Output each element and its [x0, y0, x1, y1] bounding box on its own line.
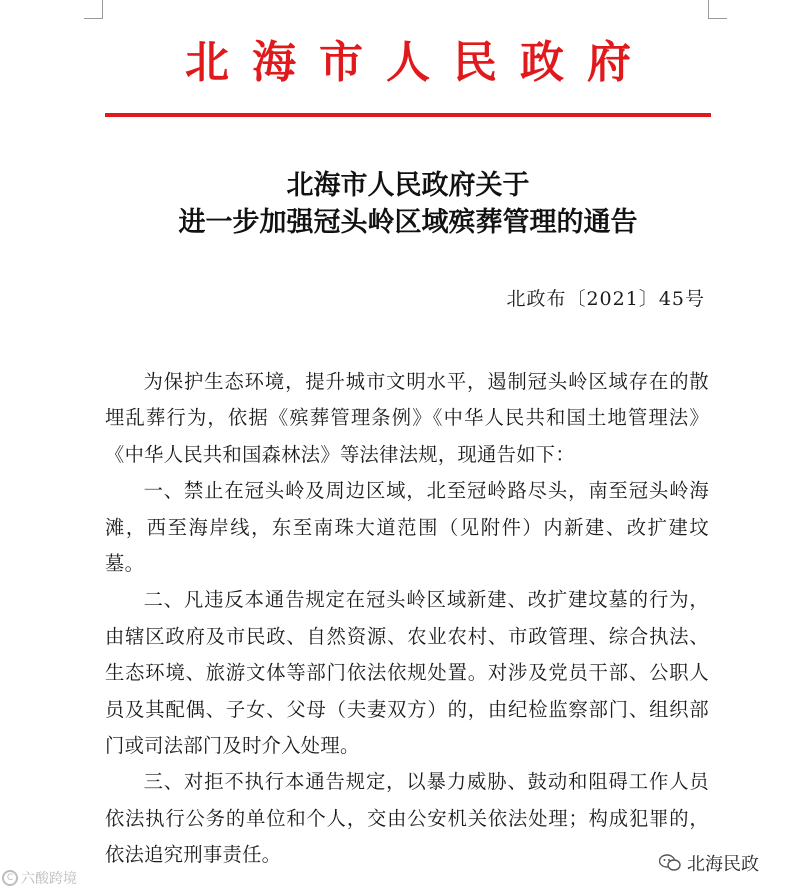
paragraph-intro: 为保护生态环境，提升城市文明水平，遏制冠头岭区域存在的散埋乱葬行为，依据《殡葬管理条例》《中华人民共和国土地管理法》《中华人民共和国森林法》等法律法规，现通告如下：: [105, 370, 709, 466]
document-number: 北政布〔2021〕45号: [506, 288, 705, 310]
document-body: [105, 364, 709, 874]
document-title-line-2: 进一步加强冠头岭区域殡葬管理的通告: [178, 207, 638, 238]
wechat-icon: [659, 854, 681, 872]
watermark-right: [655, 848, 763, 878]
paragraph-item-3: 三、对拒不执行本通告规定，以暴力威胁、鼓动和阻碍工作人员依法执行公务的单位和个人，交由公安机关依法处理；构成犯罪的，依法追究刑事责任。: [105, 770, 709, 867]
watermark-right-text: 北海民政: [687, 854, 759, 875]
document-header-title: 北海市人民政府: [185, 37, 654, 88]
crop-mark-top-right: [708, 0, 727, 19]
watermark-logo-icon: C: [2, 870, 18, 886]
paragraph-item-1: 一、禁止在冠头岭及周边区域，北至冠岭路尽头，南至冠头岭海滩，西至海岸线，东至南珠大道范围（见附件）内新建、改扩建坟墓。: [105, 479, 709, 576]
watermark-left: [2, 868, 77, 888]
watermark-left-text: 六酸跨境: [21, 871, 77, 887]
document-title-line-1: 北海市人民政府关于: [286, 170, 530, 201]
crop-mark-top-left: [84, 0, 103, 19]
paragraph-item-2: 二、凡违反本通告规定在冠头岭区域新建、改扩建坟墓的行为，由辖区政府及市民政、自然资源、农业农村、市政管理、综合执法、生态环境、旅游文体等部门依法依规处置。对涉及党员干部、公职人员及其配偶、子女、父母（夫妻双方）的，由纪检监察部门、组织部门或司法部门及时介入处理。: [105, 588, 709, 758]
header-red-rule: [105, 113, 711, 117]
